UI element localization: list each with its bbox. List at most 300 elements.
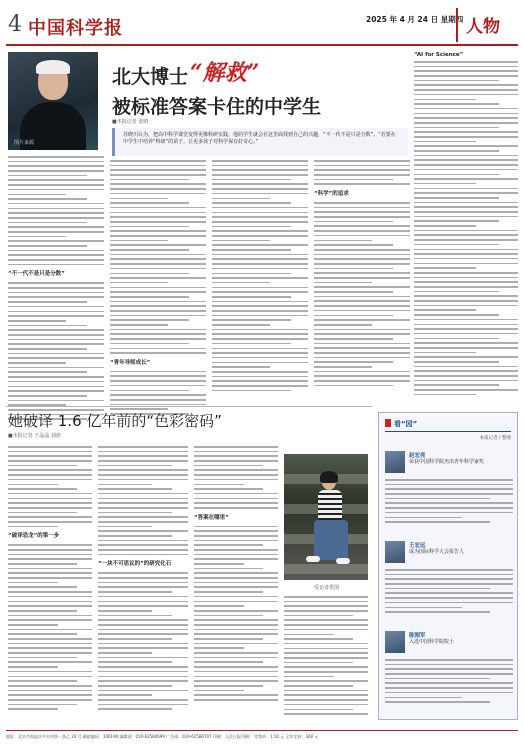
text-line [212,263,308,265]
brief-name: 王宏远 [409,543,426,549]
text-line [8,652,92,654]
text-line [385,578,513,580]
text-line [8,643,92,645]
text-line [8,217,104,219]
headline-accent: “解救” [190,60,260,86]
section-subhead: “科学”的追求 [314,191,349,198]
text-line [414,239,518,241]
text-line [314,268,393,270]
article-divider [6,406,372,407]
text-line [212,244,308,246]
text-line [385,517,462,519]
text-line [8,582,58,584]
text-line [8,493,92,495]
text-line [414,188,518,190]
headline-part-1: 北大博士 [112,66,189,88]
text-line [8,554,92,556]
text-line [385,484,513,486]
avatar [385,631,405,653]
text-line [194,540,278,542]
avatar [385,541,405,563]
text-line [194,657,278,659]
text-line [212,183,308,185]
text-line [385,512,513,514]
text-line [8,512,77,514]
text-line [212,249,291,251]
text-line [8,264,104,266]
newspaper-logo: 中国科学报 [28,18,123,39]
body-text [385,569,513,616]
text-line [212,165,308,167]
text-line [194,469,278,471]
text-line [98,708,172,710]
text-line [414,286,518,288]
text-line [284,615,353,617]
text-line [8,362,66,364]
text-line [8,629,92,631]
body-text [314,160,410,185]
text-line [314,347,410,349]
text-line [314,366,372,368]
text-line [194,549,278,551]
body-column-2 [110,160,206,402]
text-line [314,160,410,162]
text-line [212,174,308,176]
text-line [284,657,368,659]
text-line [414,342,518,344]
text-line [194,465,263,467]
body-text [212,160,308,391]
body-text [110,371,206,415]
text-line [414,370,518,372]
text-line [414,258,518,260]
text-line [8,222,87,224]
text-line [8,526,58,528]
text-line [98,671,188,673]
text-line [284,690,368,692]
text-line [414,117,518,119]
text-line [8,165,104,167]
text-line [314,319,410,321]
body-text [194,526,278,701]
text-line [194,526,278,528]
text-line [194,629,278,631]
text-line [414,61,518,63]
text-line [98,577,188,579]
text-line [8,250,104,252]
text-line [385,682,513,684]
text-line [314,371,410,373]
text-line [98,680,188,682]
text-line [98,615,172,617]
text-line [414,225,476,227]
text-line [414,122,518,124]
text-line [8,282,104,284]
section-label [456,8,518,42]
text-line [284,605,368,607]
text-line [212,329,308,331]
text-line [8,469,92,471]
text-line [8,259,104,261]
text-line [414,319,518,321]
text-line [314,361,393,363]
text-line [414,291,499,293]
text-line [8,568,92,570]
text-line [385,502,513,504]
text-line [98,605,188,607]
masthead [6,6,518,46]
text-line [212,305,308,307]
text-line [8,245,87,247]
text-line [98,493,188,495]
photo-caption: 图片来源 [14,140,35,146]
photo-figure-legs [314,520,348,560]
text-line [98,451,188,453]
section-subhead: “一块不可思议的”的研究化石 [98,561,172,568]
text-line [8,236,66,238]
text-line [414,80,499,82]
text-line [98,657,188,659]
text-line [212,385,308,387]
text-line [8,708,58,710]
text-line [414,197,499,199]
text-line [284,671,368,673]
text-line [98,629,188,631]
text-line [110,375,206,377]
text-line [8,488,77,490]
text-line [8,315,104,317]
text-line [414,314,499,316]
text-line [385,678,490,680]
text-line [385,611,490,613]
text-line [110,183,206,185]
text-line [212,207,308,209]
text-line [414,356,518,358]
text-line [110,333,206,335]
body-column-6 [98,446,188,726]
text-line [385,692,513,694]
text-line [284,638,353,640]
text-line [385,673,513,675]
text-line [314,375,410,377]
section-title: 人物 [466,17,500,37]
text-line [110,305,206,307]
text-line [212,198,270,200]
text-line [414,272,518,274]
text-line [110,352,206,354]
text-line [98,498,188,500]
text-line [194,596,278,598]
text-line [194,502,278,504]
text-line [8,231,104,233]
text-line [194,661,263,663]
text-line [110,216,206,218]
text-line [314,357,410,359]
text-line [314,272,410,274]
text-line [212,371,308,373]
text-line [414,253,518,255]
text-line [98,591,172,593]
text-line [212,357,308,359]
body-column-1 [8,156,104,402]
text-line [8,484,58,486]
text-line [8,212,104,214]
text-line [284,601,368,603]
text-line [385,592,513,594]
text-line [194,685,263,687]
text-line [385,583,513,585]
byline-2: ■本报记者 王晶晶 刘蔚 [8,433,61,439]
text-line [8,156,104,158]
text-line [194,535,278,537]
text-line [8,633,77,635]
text-line [314,221,393,223]
text-line [414,375,518,377]
text-line [212,310,308,312]
text-line [194,563,244,565]
text-line [110,202,189,204]
text-line [194,647,244,649]
text-line [314,211,410,213]
text-line [98,619,188,621]
news-brief-box [378,412,518,720]
text-line [414,99,476,101]
text-line [110,169,206,171]
text-line [212,324,270,326]
text-line [212,315,308,317]
text-line [314,207,410,209]
text-line [110,315,206,317]
text-line [8,572,92,574]
text-line [314,296,410,298]
text-line [98,690,188,692]
text-line [98,465,172,467]
text-line [414,108,518,110]
photo-figure-shirt [318,490,342,520]
text-line [8,615,92,617]
text-line [314,291,393,293]
text-line [8,544,92,546]
text-line [110,230,206,232]
text-line [98,544,188,546]
text-line [284,629,368,631]
text-line [110,319,189,321]
text-line [414,220,499,222]
text-line [8,586,77,588]
text-line [8,638,92,640]
section-subhead: “答案在哪里” [194,514,229,521]
text-line [8,226,104,228]
text-line [414,169,518,171]
text-line [314,343,410,345]
text-line [212,188,308,190]
text-line [212,376,308,378]
text-line [110,380,206,382]
text-line [8,240,104,242]
text-line [8,184,104,186]
body-text [8,446,92,527]
text-line [414,305,518,307]
text-line [194,615,263,617]
text-line [212,291,308,293]
body-text [194,446,278,509]
body-text [8,544,92,710]
text-line [8,521,92,523]
text-line [110,301,206,303]
text-line [98,647,188,649]
text-line [8,161,104,163]
text-line [8,451,92,453]
text-line [110,277,206,279]
text-line [385,521,490,523]
brief-title: 成为国际科学大会报告人 [409,549,465,555]
text-line [194,694,278,696]
text-line [194,554,278,556]
body-text [110,160,206,354]
text-line [110,226,189,228]
text-line [8,605,92,607]
text-line [194,666,278,668]
text-line [314,244,393,246]
body-text [8,282,104,420]
text-line [414,216,518,218]
text-line [110,268,206,270]
text-line [8,563,77,565]
footer-text: 地址：北京市海淀区中关村南一条乙 33 号 邮政编码：100190 编辑部：010-62580699 广告部：010-62580707 印刷：人民日报印刷厂 零售价：1.50 元 全年定价：360 元 [6,734,319,739]
text-line [414,113,518,115]
page-number: 4 [8,12,22,37]
text-line [212,273,291,275]
text-line [8,685,92,687]
text-line [414,249,518,251]
text-line [8,198,87,200]
text-line [98,699,188,701]
text-line [414,155,518,157]
text-line [212,362,308,364]
text-line [212,179,291,181]
text-line [414,75,518,77]
text-line [212,343,291,345]
text-line [385,488,513,490]
text-line [314,305,410,307]
lead-quote-text: 苏晓川认为，把高中科学课堂变得更像科研实践，他的学生就会在这里面找到自己的兴趣，“不一代不是只是分数”。“若要在中学生中培养“科研”的苗子，让更多孩子对科学保有好奇心。” [123,132,396,145]
box-note: 本报记者 / 整理 [479,436,511,441]
text-line [414,384,499,386]
text-line [8,596,92,598]
text-line [314,165,410,167]
text-line [385,569,513,571]
text-line [194,498,278,500]
text-line [414,230,518,232]
text-line [212,226,291,228]
text-line [8,549,92,551]
text-line [194,601,278,603]
text-line [110,399,206,401]
text-line [110,371,206,373]
text-line [414,183,476,185]
text-line [385,697,462,699]
text-line [110,160,206,162]
text-line [98,540,188,542]
text-line [414,192,518,194]
text-line [194,676,278,678]
text-line [194,619,278,621]
text-line [98,586,188,588]
text-line [314,352,410,354]
text-line [98,633,188,635]
issue-date: 2025 年 4 月 24 日 星期四 [366,15,464,24]
text-line [414,389,518,391]
text-line [194,474,278,476]
text-line [98,601,188,603]
text-line [8,395,87,397]
text-line [284,685,353,687]
text-line [284,652,368,654]
text-line [110,212,206,214]
text-line [194,586,278,588]
text-line [284,704,368,706]
text-line [414,159,518,161]
text-line [414,300,518,302]
body-text [385,479,513,526]
text-line [110,385,206,387]
text-line [110,254,206,256]
text-line [8,334,104,336]
text-line [8,455,92,457]
text-line [194,699,278,701]
text-line [414,263,518,265]
text-line [8,558,92,560]
text-line [110,174,206,176]
text-line [194,633,278,635]
body-column-3 [212,160,308,402]
text-line [8,680,77,682]
text-line [8,502,92,504]
text-line [98,479,188,481]
text-line [110,310,206,312]
text-line [110,348,206,350]
text-line [212,258,308,260]
text-line [194,638,263,640]
text-line [385,493,513,495]
text-line [8,647,92,649]
text-line [98,484,152,486]
text-line [385,664,513,666]
body-column-7 [194,446,278,726]
portrait-cap [36,60,70,74]
text-line [98,530,188,532]
text-line [8,296,104,298]
text-line [314,338,393,340]
text-line [8,474,92,476]
text-line [98,694,152,696]
text-line [212,240,270,242]
text-line [8,601,92,603]
brief-name: 陈刚军 [409,633,426,639]
text-line [314,216,410,218]
text-line [98,676,188,678]
text-line [8,329,104,331]
text-line [8,339,104,341]
text-line [284,666,368,668]
text-line [212,338,308,340]
text-line [414,281,518,283]
text-line [110,188,206,190]
text-line [194,572,278,574]
text-line [212,230,308,232]
text-line [212,160,308,162]
text-line [212,333,308,335]
